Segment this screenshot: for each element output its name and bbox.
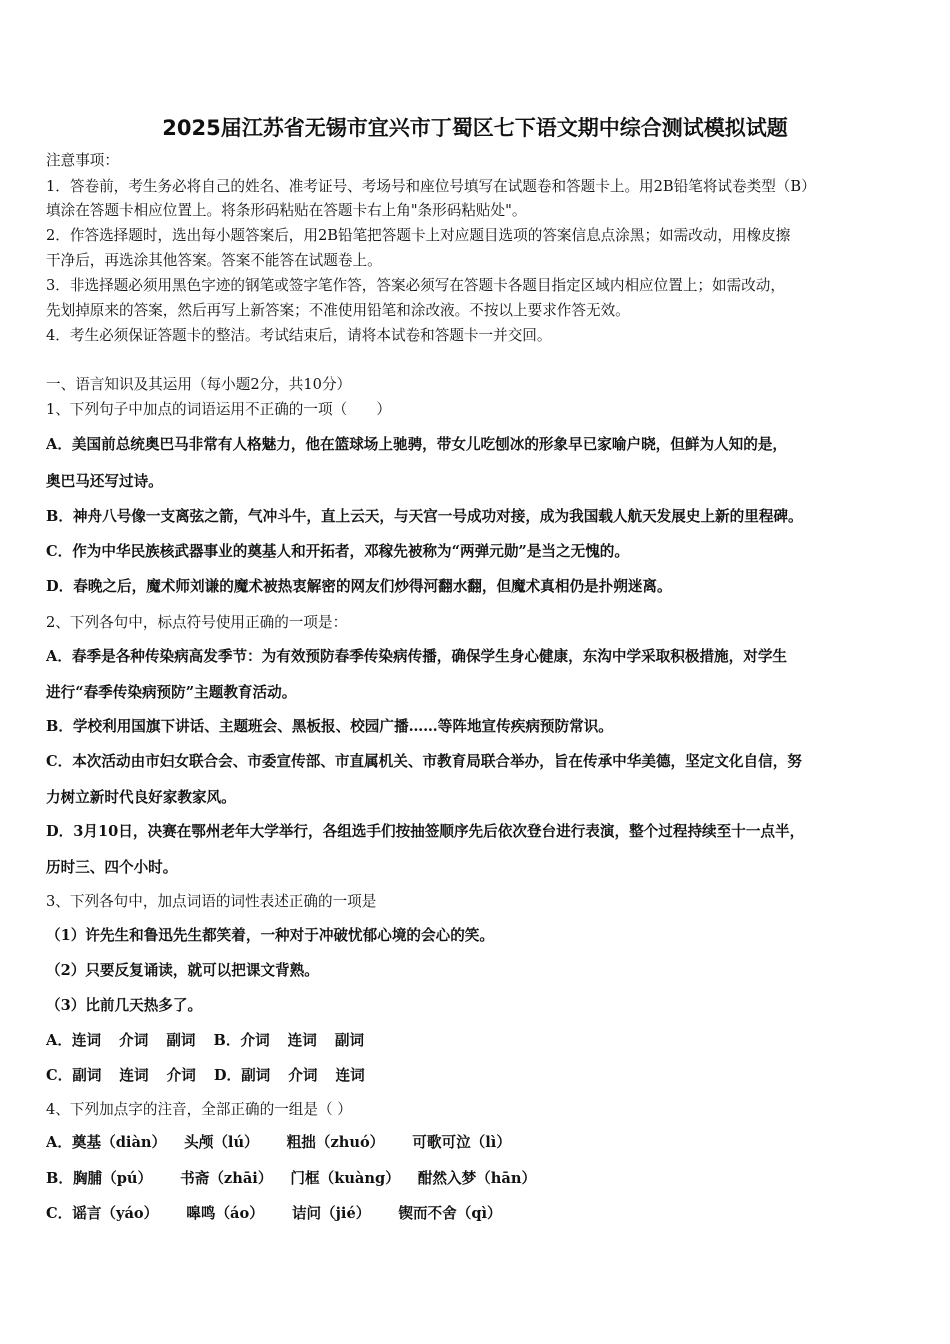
q2-option-a-line1: A．春季是各种传染病高发季节：为有效预防春季传染病传播，确保学生身心健康，东沟中学采取积极措施，对学生 [46, 648, 788, 665]
q1-option-c: C．作为中华民族核武器事业的奠基人和开拓者，邓稼先被称为“两弹元勋”是当之无愧的。 [46, 543, 629, 560]
notice-line-1: 1．答卷前，考生务必将自己的姓名、准考证号、考场号和座位号填写在试题卷和答题卡上。用2B铅笔将试卷类型（B） [46, 178, 816, 195]
q3-option-a-word: 连词 [71, 1032, 102, 1049]
page-title: 2025届江苏省无锡市宜兴市丁蜀区七下语文期中综合测试模拟试题 [162, 116, 788, 140]
notice-line-4: 干净后，再选涂其他答案。答案不能答在试题卷上。 [46, 252, 382, 269]
q4-stem: 4、下列加点字的注音，全部正确的一组是（ ） [46, 1101, 352, 1118]
q3-option-a-word: 副词 [166, 1032, 196, 1049]
q3-stem: 3、下列各句中，加点词语的词性表述正确的一项是 [46, 893, 377, 910]
q1-option-a-line1: A．美国前总统奥巴马非常有人格魅力，他在篮球场上驰骋，带女儿吃刨冰的形象早已家喻户晓，但鲜为人知的是， [46, 436, 788, 453]
q2-option-c-line2: 力树立新时代良好家教家风。 [46, 789, 236, 806]
q3-option-c-word: 副词 [72, 1067, 102, 1084]
section-heading: 一、语言知识及其运用（每小题2分，共10分） [46, 376, 352, 393]
q3-option-b-word: 副词 [334, 1032, 365, 1049]
q4-item: 诘问（jié） [291, 1205, 371, 1222]
q3-option-c-word: 连词 [119, 1067, 149, 1084]
q4-option-c [46, 1204, 908, 1224]
q4-item: 谣言（yáo） [72, 1205, 159, 1222]
q3-option-d-label: D． [213, 1067, 242, 1084]
q3-option-d-word: 连词 [335, 1067, 365, 1084]
q4-option-a [46, 1133, 908, 1153]
q3-option-b-label: B． [213, 1032, 241, 1049]
notice-line-7: 4．考生必须保证答题卡的整洁。考试结束后，请将本试卷和答题卡一并交回。 [46, 327, 552, 344]
notice-line-6: 先划掉原来的答案，然后再写上新答案；不准使用铅笔和涂改液。不按以上要求作答无效。 [46, 302, 630, 319]
q4-item: 门框（kuàng） [290, 1170, 400, 1187]
q2-option-b: B．学校利用国旗下讲话、主题班会、黑板报、校园广播……等阵地宣传疾病预防常识。 [46, 718, 613, 735]
q4-item: 粗拙（zhuó） [286, 1134, 385, 1151]
q3-sentence-2: （2）只要反复诵读，就可以把课文背熟。 [46, 962, 319, 979]
q4-option-b [46, 1169, 908, 1189]
notice-line-3: 2．作答选择题时，选出每小题答案后，用2B铅笔把答题卡上对应题目选项的答案信息点涂黑；如需改动，用橡皮擦 [46, 227, 791, 244]
q3-option-a-label: A． [46, 1032, 72, 1049]
q3-option-a-word: 介词 [119, 1032, 149, 1049]
q1-option-b: B．神舟八号像一支离弦之箭，气冲斗牛，直上云天，与天宫一号成功对接，成为我国载人航天发展史上新的里程碑。 [46, 508, 803, 525]
notice-line-2: 填涂在答题卡相应位置上。将条形码粘贴在答题卡右上角"条形码粘贴处"。 [46, 202, 527, 219]
q4-option-b-label: B． [46, 1170, 73, 1187]
q1-option-a-line2: 奥巴马还写过诗。 [46, 473, 163, 490]
q3-option-b-word: 介词 [240, 1032, 270, 1049]
q4-option-a-label: A． [46, 1134, 72, 1151]
notice-line-5: 3．非选择题必须用黑色字迹的钢笔或签字笔作答，答案必须写在答题卡各题目指定区域内相应位置上；如需改动， [46, 277, 785, 294]
q2-option-a-line2: 进行“春季传染病预防”主题教育活动。 [46, 684, 297, 701]
q2-option-d-line2: 历时三、四个小时。 [46, 859, 178, 876]
q3-sentence-1: （1）许先生和鲁迅先生都笑着，一种对于冲破忧郁心境的会心的笑。 [46, 927, 494, 944]
q1-stem: 1、下列句子中加点的词语运用不正确的一项（ ） [46, 401, 391, 418]
q2-stem: 2、下列各句中，标点符号使用正确的一项是： [46, 614, 348, 631]
q3-option-c-label: C． [46, 1067, 73, 1084]
q4-item: 奠基（diàn） [71, 1134, 167, 1151]
q1-option-d: D．春晚之后，魔术师刘谦的魔术被热衷解密的网友们炒得河翻水翻，但魔术真相仍是扑朔迷离。 [46, 578, 672, 595]
q2-option-d-line1: D．3月10日，决赛在鄂州老年大学举行，各组选手们按抽签顺序先后依次登台进行表演，整个过程持续至十一点半， [46, 823, 805, 840]
q3-options-row-1 [46, 1031, 908, 1051]
notice-heading: 注意事项： [46, 152, 119, 169]
q4-item: 头颅（lú） [184, 1134, 259, 1151]
q4-item: 可歌可泣（lì） [412, 1134, 511, 1151]
q4-item: 胸脯（pú） [72, 1170, 153, 1187]
q4-item: 锲而不舍（qì） [398, 1205, 502, 1222]
q3-option-b-word: 连词 [287, 1032, 317, 1049]
q2-option-c-line1: C．本次活动由市妇女联合会、市委宣传部、市直属机关、市教育局联合举办，旨在传承中华美德，坚定文化自信，努 [46, 753, 802, 770]
q4-option-c-label: C． [46, 1205, 73, 1222]
q3-sentence-3: （3）比前几天热多了。 [46, 997, 203, 1014]
q4-item: 嗥鸣（áo） [186, 1205, 264, 1222]
q4-item: 书斋（zhāi） [180, 1170, 273, 1187]
q3-option-c-word: 介词 [166, 1067, 196, 1084]
q3-option-d-word: 副词 [241, 1067, 271, 1084]
q3-option-d-word: 介词 [288, 1067, 318, 1084]
q3-options-row-2 [46, 1066, 908, 1086]
q4-item: 酣然入梦（hān） [417, 1170, 537, 1187]
